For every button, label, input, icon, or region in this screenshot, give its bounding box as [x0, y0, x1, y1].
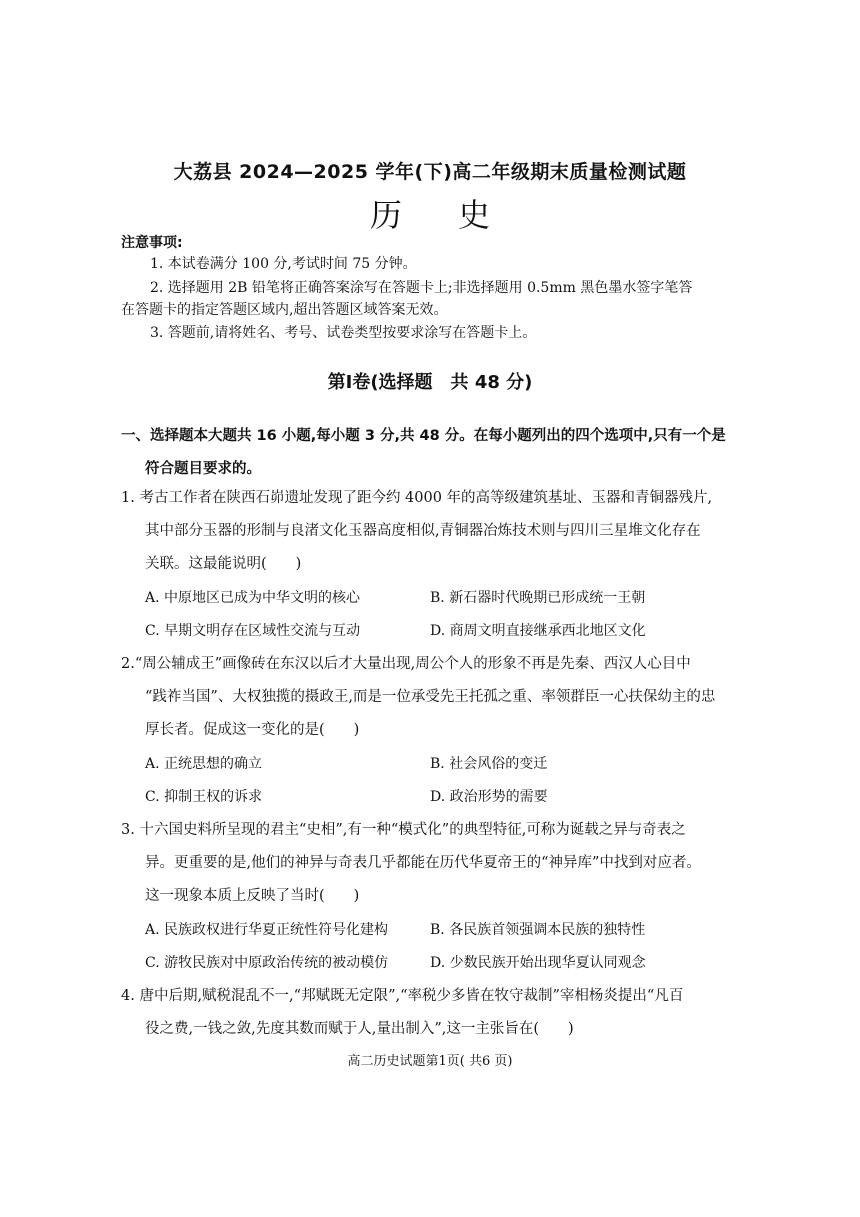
- question-3-option-c: C. 游牧民族对中原政治传统的被动模仿: [145, 955, 389, 971]
- part-heading: [121, 420, 741, 486]
- question-1-line-3: 关联。这最能说明( ): [145, 556, 302, 572]
- question-3-line-1: 3. 十六国史料所呈现的君主“史相”,有一种“模式化”的典型特征,可称为诞载之异与奇表之: [121, 822, 686, 838]
- question-2-line-1: 2.“周公辅成王”画像砖在东汉以后才大量出现,周公个人的形象不再是先秦、西汉人心目中: [121, 656, 691, 672]
- notice-heading: 注意事项:: [121, 235, 183, 251]
- question-2-line-2: “践祚当国”、大权独揽的摄政王,而是一位承受先王托孤之重、率领群臣一心扶保幼主的忠: [145, 689, 716, 705]
- page-footer: 高二历史试题第1页( 共6 页): [347, 1054, 513, 1069]
- section-title: 第Ⅰ卷(选择题 共 48 分): [327, 372, 533, 393]
- question-1-option-d: D. 商周文明直接继承西北地区文化: [430, 623, 646, 639]
- question-2-option-d: D. 政治形势的需要: [430, 789, 548, 805]
- notice-item-2-line1: 2. 选择题用 2B 铅笔将正确答案涂写在答题卡上;非选择题用 0.5mm 黑色墨水签字笔答: [150, 280, 693, 296]
- question-2-line-3: 厚长者。促成这一变化的是( ): [145, 722, 360, 738]
- notice-item-2-line2: 在答题卡的指定答题区域内,超出答题区域答案无效。: [121, 302, 448, 318]
- question-1-option-a: A. 中原地区已成为中华文明的核心: [145, 590, 361, 606]
- question-4-line-2: 役之费,一钱之敛,先度其数而赋于人,量出制入”,这一主张旨在( ): [145, 1021, 574, 1037]
- question-3-line-3: 这一现象本质上反映了当时( ): [145, 888, 360, 904]
- question-4-line-1: 4. 唐中后期,赋税混乱不一,“邦赋既无定限”,“率税少多皆在牧守裁制”宰相杨炎提出“凡百: [121, 988, 684, 1004]
- question-1-line-2: 其中部分玉器的形制与良渚文化玉器高度相似,青铜器冶炼技术则与四川三星堆文化存在: [145, 523, 701, 539]
- question-3-option-d: D. 少数民族开始出现华夏认同观念: [430, 955, 646, 971]
- question-2-option-a: A. 正统思想的确立: [145, 756, 263, 772]
- question-3-line-2: 异。更重要的是,他们的神异与奇表几乎都能在历代华夏帝王的“神异库”中找到对应者。: [145, 855, 701, 871]
- subject-title: 历史: [369, 196, 546, 234]
- question-2-option-c: C. 抑制王权的诉求: [145, 789, 263, 805]
- question-3-option-a: A. 民族政权进行华夏正统性符号化建构: [145, 922, 389, 938]
- question-3-option-b: B. 各民族首领强调本民族的独特性: [430, 922, 646, 938]
- question-1-option-b: B. 新石器时代晚期已形成统一王朝: [430, 590, 646, 606]
- part-heading-line2: 符合题目要求的。: [145, 461, 261, 477]
- question-2-option-b: B. 社会风俗的变迁: [430, 756, 548, 772]
- question-1-option-c: C. 早期文明存在区域性交流与互动: [145, 623, 361, 639]
- part-heading-line1: 一、选择题本大题共 16 小题,每小题 3 分,共 48 分。在每小题列出的四个选项中,只有一个是: [121, 428, 726, 444]
- exam-title: 大荔县 2024—2025 学年(下)高二年级期末质量检测试题: [173, 161, 687, 183]
- notice-item-1: 1. 本试卷满分 100 分,考试时间 75 分钟。: [150, 256, 417, 272]
- question-1-line-1: 1. 考古工作者在陕西石峁遗址发现了距今约 4000 年的高等级建筑基址、玉器和青铜器残片,: [121, 490, 713, 506]
- notice-item-3: 3. 答题前,请将姓名、考号、试卷类型按要求涂写在答题卡上。: [150, 325, 537, 341]
